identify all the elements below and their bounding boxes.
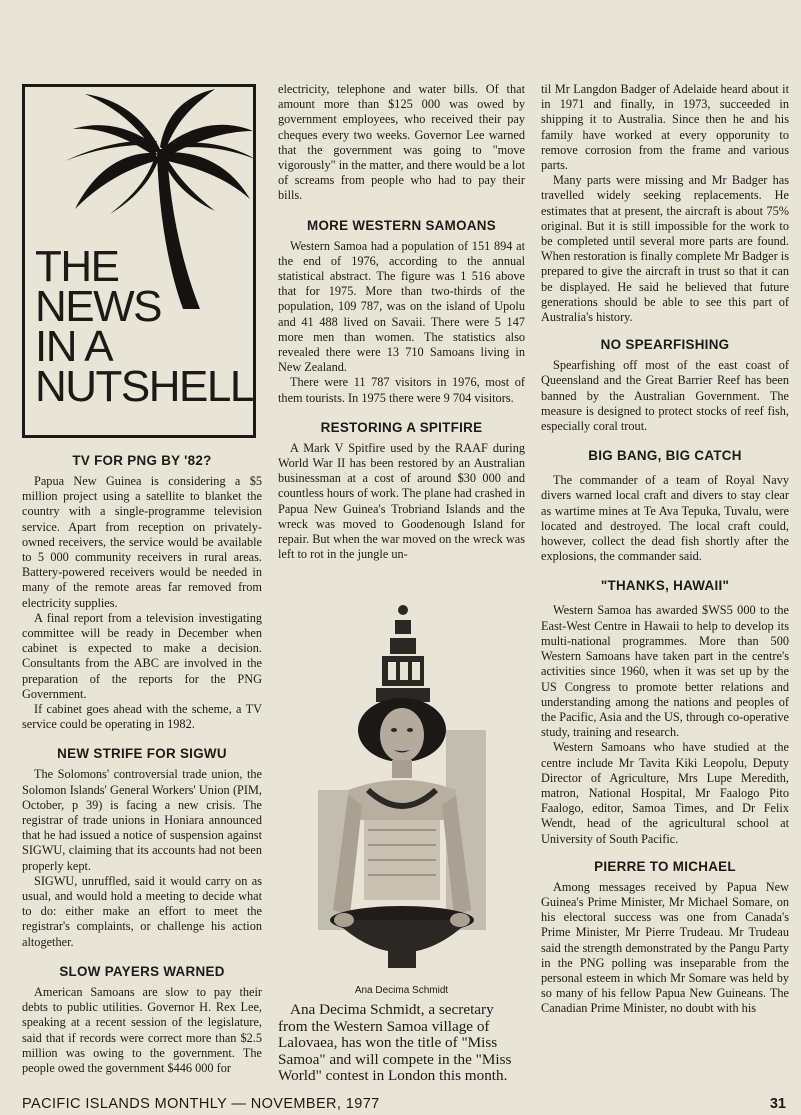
article-paragraph: A final report from a television investigating committee will be ready in December when cabinet is expected to make a decision. Consultants from the ABC are involved in the preparation of the reports for the PNG Government.: [22, 610, 262, 701]
photo-caption: Ana Decima Schmidt: [354, 985, 449, 996]
headline-big-bang-big-catch: BIG BANG, BIG CATCH: [588, 448, 742, 464]
article-paragraph: The Solomons' controversial trade union, the Solomon Islands' General Workers' Union (PIM, October, p 39) is facing a new crisis. The registrar of trade unions in Honiara announced that he had issued a notice of suspension against SIGWU, claiming that its accounts had not been properly kept.: [22, 767, 262, 873]
ana-decima-schmidt-photo: [278, 590, 525, 980]
masthead-title: [35, 242, 253, 411]
article-paragraph: Western Samoa had a population of 151 894 at the end of 1976, according to the annual statistical abstract. The figure was 1 516 above that for 1975. More than two-thirds of the population, 109 787, was on the island of Upolu and 41 488 lived on Savaii. There were 5 147 more men than women. The statistics also revealed there were 13 710 Samoans living in New Zealand.: [278, 238, 525, 375]
headline-slow-payers-warned: SLOW PAYERS WARNED: [59, 963, 225, 979]
page-footer: [22, 1096, 788, 1114]
article-paragraph: til Mr Langdon Badger of Adelaide heard about it in 1971 and finally, in 1973, succeeded in shipping it to Australia. Since then he and his family have worked at every opporunity to remove corrosion from the frame and various parts.: [541, 82, 789, 173]
news-in-a-nutshell-masthead: [22, 84, 256, 438]
article-paragraph: Western Samoa has awarded $WS5 000 to the East-West Centre in Hawaii to help to develop its multi-national programmes. More than 500 Western Samoans have taken part in the centre's activities since 1960, when it was set up by the US Congress to promote better relations and understanding among the nations and peoples of the Pacific, Asia and the US, through co-operative study, training and research.: [541, 603, 789, 740]
photo-block: [278, 590, 525, 1085]
column-3: [541, 82, 789, 1017]
headline-restoring-a-spitfire: RESTORING A SPITFIRE: [320, 419, 483, 435]
page-number: 31: [769, 1096, 786, 1112]
article-paragraph: Many parts were missing and Mr Badger has travelled widely seeking replacements. He estimates that at present, the aircraft is about 75% original. But it is still impossible for the work to be completed until several more parts are found. When restoration is finally complete Mr Badger is prepared to give the aircraft in trust so that it can be displayed. He said he believed that future generations should be able to see this part of Australia's history.: [541, 173, 789, 325]
article-paragraph: A Mark V Spitfire used by the RAAF during World War II has been restored by an Australian businessman at a cost of around $30 000 and countless hours of work. The plane had crashed in Papua New Guinea's Trobriand Islands and the wreck was moved to Goodenough Island for repair. But when the war moved on the wreck was left to rot in the jungle un-: [278, 440, 525, 562]
masthead-line: NUTSHELL: [35, 362, 253, 411]
article-paragraph: The commander of a team of Royal Navy divers warned local craft and divers to stay clear as wartime mines at Te Ava Tepuka, Tuvalu, were located and destroyed. The local craft could, however, collect the dead fish shortly after the explosions, the commander said.: [541, 473, 789, 564]
masthead-line: THE: [35, 242, 119, 291]
article-lead-paragraph: Ana Decima Schmidt, a secretary from the Western Samoa village of Lalovaea, has won the title of "Miss Samoa" and will compete in the "Miss World" contest in London this month.: [278, 1001, 512, 1085]
masthead-line: NEWS: [35, 282, 161, 331]
column-2: [278, 82, 525, 562]
article-paragraph: Papua New Guinea is considering a $5 million project using a satellite to blanket the country with a single-programme television service. Apart from reception on privately-owned receivers, the service would be available to 5 000 community receivers in rural areas. Battery-powered receivers would be needed in many of the remote areas far removed from electricity supplies.: [22, 474, 262, 610]
headline-more-western-samoans: MORE WESTERN SAMOANS: [306, 217, 496, 233]
article-paragraph: There were 11 787 visitors in 1976, most of them tourists. In 1975 there were 9 704 visitors.: [278, 375, 525, 405]
article-paragraph: SIGWU, unruffled, said it would carry on as usual, and would hold a meeting to decide what to do: either make an effort to meet the registrar's complaints, or challenge his action altogether.: [22, 873, 262, 949]
headline-thanks-hawaii: "THANKS, HAWAII": [600, 578, 730, 594]
article-paragraph: Among messages received by Papua New Guinea's Prime Minister, Mr Michael Somare, on his electoral success was one from Canada's Prime Minister, Mr Pierre Trudeau. Mr Trudeau said the strength demonstrated by the Pangu Party in the PNG polling was inseparable from the personal esteem in which Mr Somare was held by so many of his fellow Papua New Guineans. The Canadian Prime Minister, no doubt with his: [541, 879, 789, 1016]
headline-tv-for-png: TV FOR PNG BY '82?: [72, 453, 212, 468]
article-paragraph: Western Samoans who have studied at the centre include Mr Tavita Kiki Leopolu, Deputy Director of Agriculture, Mrs Lupe Meredith, matron, National Hospital, Mr Faalogo Pito Faalogo, editor, Samoa Times, and Dr Felix Wendt, head of the agricultural school at University of South Pacific.: [541, 740, 789, 846]
column-1: [22, 84, 262, 1076]
headline-pierre-to-michael: PIERRE TO MICHAEL: [594, 858, 736, 874]
headline-no-spearfishing: NO SPEARFISHING: [600, 337, 730, 353]
article-paragraph: If cabinet goes ahead with the scheme, a TV service could be operating in 1982.: [22, 702, 262, 732]
masthead-line: IN A: [35, 322, 113, 371]
article-paragraph: Spearfishing off most of the east coast of Queensland and the Great Barrier Reef has been banned by the Australian Government. The measure is designed to protect stocks of reef fish, especially coral trout.: [541, 358, 789, 434]
article-paragraph: American Samoans are slow to pay their debts to public utilities. Governor H. Rex Lee, speaking at a recent session of the legislature, said that if records were correct more than $2.5 million was owing to the government. The people owed the government $446 000 for: [22, 984, 262, 1075]
publication-line: PACIFIC ISLANDS MONTHLY — NOVEMBER, 1977: [22, 1096, 380, 1112]
headline-new-strife-for-sigwu: NEW STRIFE FOR SIGWU: [57, 746, 227, 762]
article-paragraph: electricity, telephone and water bills. Of that amount more than $125 000 was owed by government employees, who received their pay cheques every two weeks. Governor Lee warned that the government was going to "move vigorously" in the matter, and there would be a lot of screams from people who had to pay their bills.: [278, 82, 525, 203]
